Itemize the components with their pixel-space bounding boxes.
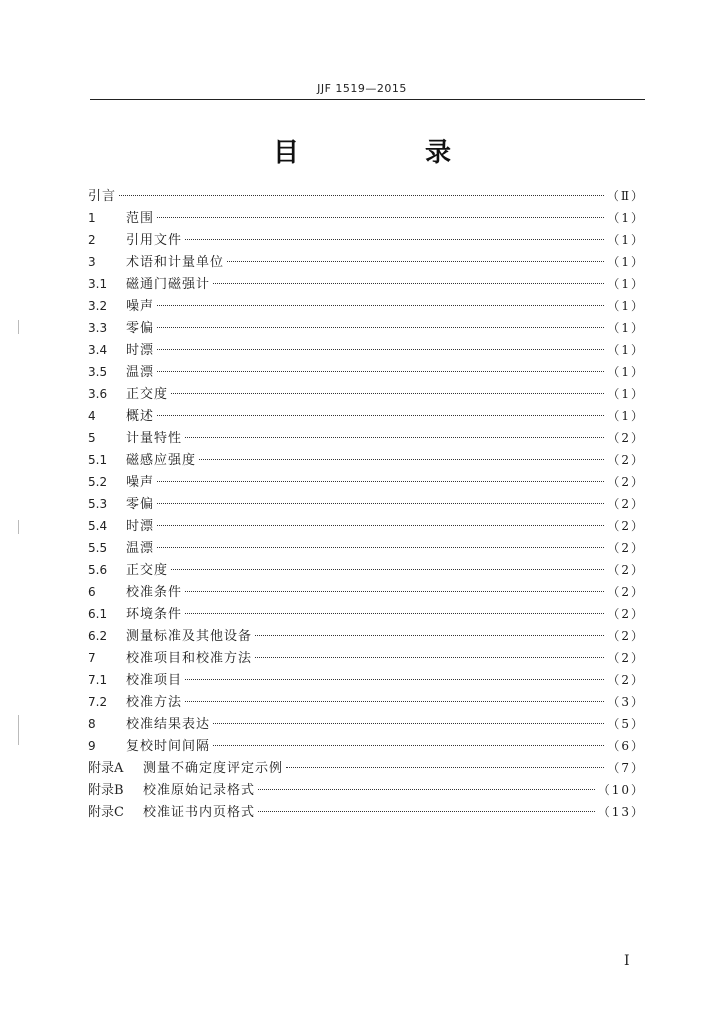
toc-leader-dots — [185, 679, 604, 680]
toc-entry-number: 3 — [88, 255, 96, 269]
toc-leader-dots — [227, 261, 604, 262]
toc-leader-dots — [255, 635, 604, 636]
toc-entry-title: 校准条件 — [126, 585, 183, 600]
toc-entry-title: 零偏 — [126, 497, 155, 512]
toc-entry — [88, 581, 645, 603]
toc-entry — [88, 207, 645, 229]
toc-entry-title: 磁通门磁强计 — [126, 277, 211, 292]
toc-entry-title: 噪声 — [126, 475, 155, 490]
toc-entry-number: 8 — [88, 717, 96, 731]
toc-entry — [88, 295, 645, 317]
toc-entry-title: 校准原始记录格式 — [143, 783, 256, 798]
toc-leader-dots — [157, 217, 604, 218]
toc-leader-dots — [157, 327, 604, 328]
scan-mark — [18, 320, 19, 334]
toc-entry-number: 3.2 — [88, 299, 108, 313]
toc-entry-title: 计量特性 — [126, 431, 183, 446]
toc-entry-page: （2） — [607, 519, 645, 533]
page-number: I — [624, 953, 630, 969]
toc-entry-page: （2） — [607, 607, 645, 621]
toc-entry-page: （2） — [607, 563, 645, 577]
toc-leader-dots — [157, 481, 604, 482]
toc-entry-number: 3.5 — [88, 365, 108, 379]
toc-entry — [88, 779, 645, 801]
toc-leader-dots — [185, 701, 604, 702]
toc-entry-number: 3.6 — [88, 387, 108, 401]
toc-entry — [88, 229, 645, 251]
toc-entry-title: 温漂 — [126, 365, 155, 380]
toc-entry — [88, 691, 645, 713]
toc-entry-number: 5.3 — [88, 497, 108, 511]
toc-entry-number: 5.1 — [88, 453, 108, 467]
toc-entry-title: 范围 — [126, 211, 155, 226]
toc-entry — [88, 427, 645, 449]
standard-code: JJF 1519—2015 — [317, 82, 407, 95]
toc-entry-page: （1） — [607, 409, 645, 423]
toc-entry-page: （1） — [607, 321, 645, 335]
toc-entry-title: 时漂 — [126, 519, 155, 534]
toc-entry-number: 5.2 — [88, 475, 108, 489]
toc-entry-title: 引言 — [88, 189, 117, 204]
toc-entry-title: 校准结果表达 — [126, 717, 211, 732]
toc-leader-dots — [157, 547, 604, 548]
toc-entry — [88, 493, 645, 515]
toc-leader-dots — [157, 503, 604, 504]
toc-entry-page: （2） — [607, 629, 645, 643]
toc-entry-page: （1） — [607, 387, 645, 401]
toc-entry-number: 5.4 — [88, 519, 108, 533]
toc-entry-page: （1） — [607, 365, 645, 379]
toc-entry-page: （2） — [607, 475, 645, 489]
toc-entry-number: 3.4 — [88, 343, 108, 357]
toc-entry-title: 概述 — [126, 409, 155, 424]
toc-entry-number: 5.6 — [88, 563, 108, 577]
toc-leader-dots — [119, 195, 604, 196]
toc-leader-dots — [258, 789, 595, 790]
toc-entry — [88, 537, 645, 559]
toc-entry-page: （1） — [607, 299, 645, 313]
table-of-contents — [88, 185, 645, 823]
toc-entry-number: 4 — [88, 409, 96, 423]
toc-leader-dots — [157, 525, 604, 526]
toc-entry — [88, 713, 645, 735]
toc-entry-title: 正交度 — [126, 387, 169, 402]
toc-leader-dots — [258, 811, 595, 812]
toc-entry-number: 1 — [88, 211, 96, 225]
toc-entry — [88, 757, 645, 779]
toc-leader-dots — [185, 239, 604, 240]
toc-entry — [88, 735, 645, 757]
toc-entry-number: 附录C — [88, 805, 124, 820]
toc-entry-page: （10） — [597, 783, 645, 797]
toc-entry-page: （13） — [597, 805, 645, 819]
toc-entry — [88, 317, 645, 339]
toc-entry-title: 测量标准及其他设备 — [126, 629, 253, 644]
toc-entry-page: （6） — [607, 739, 645, 753]
toc-entry — [88, 471, 645, 493]
toc-entry-page: （1） — [607, 277, 645, 291]
toc-entry-page: （1） — [607, 255, 645, 269]
toc-entry-page: （2） — [607, 453, 645, 467]
toc-entry — [88, 647, 645, 669]
toc-leader-dots — [171, 393, 604, 394]
toc-entry-number: 6.1 — [88, 607, 108, 621]
toc-leader-dots — [199, 459, 604, 460]
toc-entry-number: 3.1 — [88, 277, 108, 291]
toc-leader-dots — [157, 415, 604, 416]
toc-entry-title: 温漂 — [126, 541, 155, 556]
toc-entry-page: （2） — [607, 673, 645, 687]
toc-entry-number: 2 — [88, 233, 96, 247]
scan-mark — [18, 715, 19, 745]
toc-entry-title: 校准项目 — [126, 673, 183, 688]
toc-leader-dots — [255, 657, 604, 658]
toc-entry — [88, 405, 645, 427]
toc-entry — [88, 339, 645, 361]
toc-leader-dots — [185, 437, 604, 438]
toc-entry-number: 7 — [88, 651, 96, 665]
toc-entry — [88, 273, 645, 295]
toc-entry-number: 9 — [88, 739, 96, 753]
toc-entry-number: 3.3 — [88, 321, 108, 335]
toc-leader-dots — [213, 745, 604, 746]
toc-entry-page: （1） — [607, 211, 645, 225]
toc-leader-dots — [185, 591, 604, 592]
toc-entry — [88, 361, 645, 383]
toc-entry-page: （Ⅱ） — [606, 189, 645, 203]
toc-entry-title: 校准证书内页格式 — [143, 805, 256, 820]
toc-entry-number: 5.5 — [88, 541, 108, 555]
toc-entry — [88, 515, 645, 537]
toc-entry — [88, 801, 645, 823]
toc-leader-dots — [157, 371, 604, 372]
toc-entry-number: 5 — [88, 431, 96, 445]
toc-entry — [88, 559, 645, 581]
toc-leader-dots — [157, 305, 604, 306]
toc-entry-title: 时漂 — [126, 343, 155, 358]
toc-entry-page: （3） — [607, 695, 645, 709]
toc-leader-dots — [213, 723, 604, 724]
toc-entry — [88, 625, 645, 647]
toc-entry-number: 6 — [88, 585, 96, 599]
toc-entry-number: 附录B — [88, 783, 124, 798]
toc-entry-page: （1） — [607, 343, 645, 357]
toc-leader-dots — [157, 349, 604, 350]
toc-entry-page: （7） — [607, 761, 645, 775]
toc-entry-title: 零偏 — [126, 321, 155, 336]
toc-entry-title: 环境条件 — [126, 607, 183, 622]
toc-entry-title: 校准方法 — [126, 695, 183, 710]
toc-title: 目 录 — [272, 138, 501, 168]
toc-entry-title: 术语和计量单位 — [126, 255, 225, 270]
toc-entry-title: 磁感应强度 — [126, 453, 197, 468]
toc-entry-page: （2） — [607, 651, 645, 665]
toc-entry-page: （2） — [607, 541, 645, 555]
toc-entry-title: 测量不确定度评定示例 — [143, 761, 284, 776]
toc-entry — [88, 603, 645, 625]
toc-entry-page: （5） — [607, 717, 645, 731]
toc-entry — [88, 669, 645, 691]
toc-entry — [88, 449, 645, 471]
toc-entry-title: 噪声 — [126, 299, 155, 314]
toc-leader-dots — [185, 613, 604, 614]
toc-entry-title: 正交度 — [126, 563, 169, 578]
toc-leader-dots — [213, 283, 604, 284]
toc-entry-number: 附录A — [88, 761, 124, 776]
toc-entry — [88, 383, 645, 405]
toc-leader-dots — [286, 767, 604, 768]
toc-entry-page: （1） — [607, 233, 645, 247]
toc-entry-title: 复校时间间隔 — [126, 739, 211, 754]
toc-entry-page: （2） — [607, 431, 645, 445]
toc-entry — [88, 251, 645, 273]
toc-entry-number: 7.1 — [88, 673, 108, 687]
toc-leader-dots — [171, 569, 604, 570]
toc-entry — [88, 185, 645, 207]
scan-mark — [18, 520, 19, 534]
toc-entry-number: 6.2 — [88, 629, 108, 643]
header-rule — [90, 99, 645, 100]
toc-entry-page: （2） — [607, 497, 645, 511]
toc-entry-title: 引用文件 — [126, 233, 183, 248]
toc-entry-page: （2） — [607, 585, 645, 599]
toc-entry-number: 7.2 — [88, 695, 108, 709]
toc-entry-title: 校准项目和校准方法 — [126, 651, 253, 666]
